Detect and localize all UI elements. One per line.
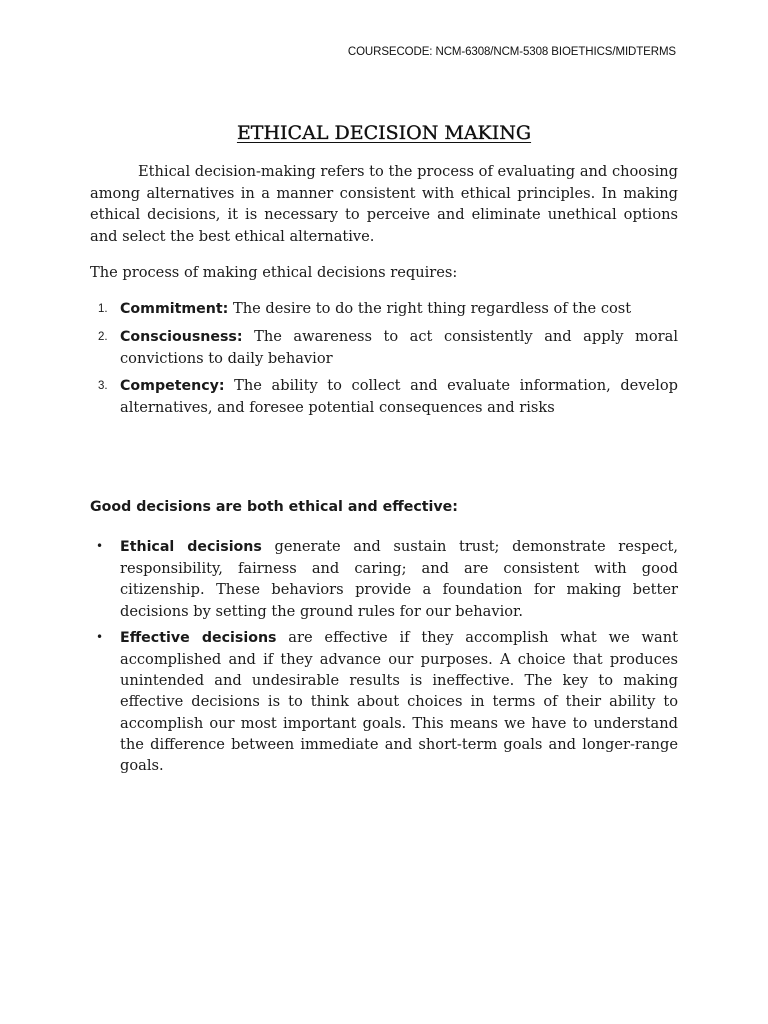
decision-term: Ethical decisions [120,539,262,555]
decision-text: generate and sustain trust; demonstrate respect, responsibility, fairness and caring; and are consistent with good citizenship. These behaviors provide a foundation for making better decisions by setting the ground rules for our behavior. [120,538,679,620]
document-title: ETHICAL DECISION MAKING [236,122,532,144]
requirement-item-competency [90,375,678,419]
requirement-text: The ability to collect and evaluate information, develop alternatives, and foresee potential consequences and risks [120,376,678,416]
decision-item-ethical [90,536,678,622]
requirements-list [90,298,678,424]
requirement-term: Competency: [120,377,225,394]
decision-term: Effective decisions [120,629,277,646]
list-number: 1. [98,303,108,315]
decision-item-effective [90,627,678,776]
requirement-term: Commitment: [120,301,229,317]
course-code-header: COURSECODE: NCM-6308/NCM-5308 BIOETHICS/MIDTERMS [347,46,676,58]
requirement-term: Consciousness: [120,328,243,345]
bullet-icon: • [96,629,104,644]
requires-line: The process of making ethical decisions requires: [90,264,458,281]
requirement-text: The awareness to act consistently and apply moral convictions to daily behavior [120,327,678,367]
decision-text: are effective if they accomplish what we want accomplished and if they advance our purposes. A choice that produces unintended and undesirable results is ineffective. The key to making effective decisions is to think about choices in terms of their ability to accomplish our most important goals. This means we have to understand the difference between immediate and short-term goals and longer-range goals. [120,628,678,775]
requirement-item-commitment [90,298,678,321]
requirement-item-consciousness [90,326,678,370]
intro-paragraph: Ethical decision-making refers to the process of evaluating and choosing among alternatives in a manner consistent with ethical principles. In making ethical decisions, it is necessary to perceive and eliminate unethical options and select the best ethical alternative. [90,163,678,245]
good-decisions-heading: Good decisions are both ethical and effective: [90,499,458,515]
list-number: 2. [98,330,108,343]
requirement-text: The desire to do the right thing regardless of the cost [228,300,632,317]
list-number: 3. [98,379,108,392]
decisions-list [90,536,678,781]
bullet-icon: • [96,539,104,553]
